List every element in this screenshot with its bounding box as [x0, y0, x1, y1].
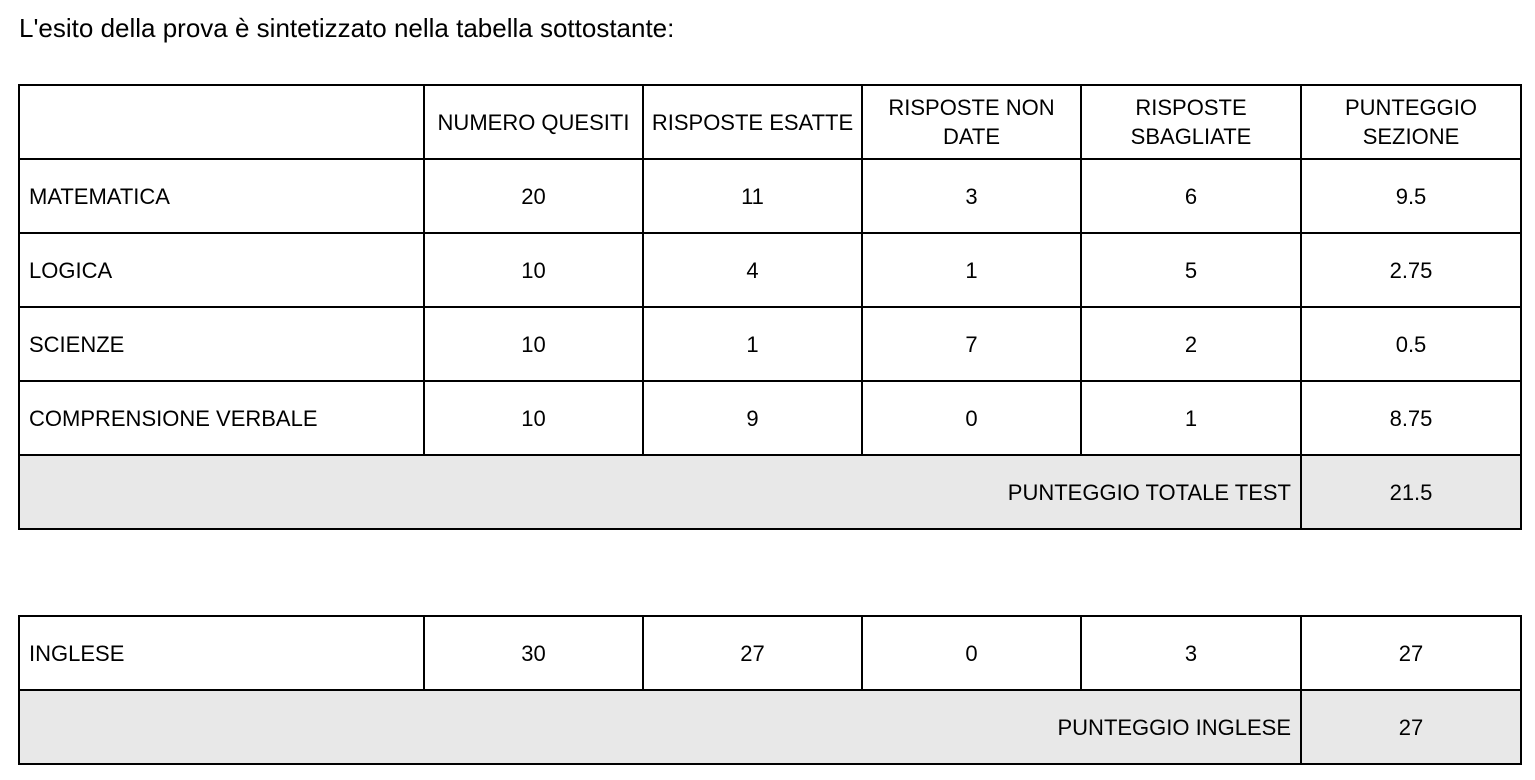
english-total-value: 27: [1301, 690, 1521, 764]
risposte-non-date-value: 7: [862, 307, 1081, 381]
risposte-non-date-value: 1: [862, 233, 1081, 307]
risposte-sbagliate-value: 6: [1081, 159, 1301, 233]
numero-quesiti-value: 20: [424, 159, 643, 233]
total-row: [19, 455, 1521, 529]
table-row: [19, 616, 1521, 690]
table-row: [19, 159, 1521, 233]
header-row: [19, 85, 1521, 159]
header-risposte-esatte: RISPOSTE ESATTE: [643, 85, 862, 159]
numero-quesiti-value: 10: [424, 307, 643, 381]
risposte-non-date-value: 0: [862, 381, 1081, 455]
punteggio-sezione-value: 27: [1301, 616, 1521, 690]
risposte-non-date-value: 3: [862, 159, 1081, 233]
risposte-sbagliate-value: 5: [1081, 233, 1301, 307]
risposte-sbagliate-value: 3: [1081, 616, 1301, 690]
risposte-esatte-value: 1: [643, 307, 862, 381]
header-numero-quesiti: NUMERO QUESITI: [424, 85, 643, 159]
punteggio-sezione-value: 9.5: [1301, 159, 1521, 233]
header-punteggio-sezione: PUNTEGGIO SEZIONE: [1301, 85, 1521, 159]
section-name: COMPRENSIONE VERBALE: [19, 381, 424, 455]
numero-quesiti-value: 10: [424, 233, 643, 307]
english-total-label: PUNTEGGIO INGLESE: [19, 690, 1301, 764]
intro-text: L'esito della prova è sintetizzato nella tabella sottostante:: [19, 13, 675, 43]
punteggio-sezione-value: 0.5: [1301, 307, 1521, 381]
header-risposte-sbagliate: RISPOSTE SBAGLIATE: [1081, 85, 1301, 159]
numero-quesiti-value: 10: [424, 381, 643, 455]
section-name: INGLESE: [19, 616, 424, 690]
table-row: [19, 381, 1521, 455]
section-name: SCIENZE: [19, 307, 424, 381]
risposte-esatte-value: 9: [643, 381, 862, 455]
punteggio-sezione-value: 2.75: [1301, 233, 1521, 307]
total-value: 21.5: [1301, 455, 1521, 529]
total-label: PUNTEGGIO TOTALE TEST: [19, 455, 1301, 529]
risposte-non-date-value: 0: [862, 616, 1081, 690]
risposte-sbagliate-value: 2: [1081, 307, 1301, 381]
english-total-row: [19, 690, 1521, 764]
results-table: [18, 84, 1522, 530]
risposte-esatte-value: 4: [643, 233, 862, 307]
header-risposte-non-date: RISPOSTE NON DATE: [862, 85, 1081, 159]
section-name: LOGICA: [19, 233, 424, 307]
section-name: MATEMATICA: [19, 159, 424, 233]
table-row: [19, 307, 1521, 381]
numero-quesiti-value: 30: [424, 616, 643, 690]
table-row: [19, 233, 1521, 307]
risposte-esatte-value: 11: [643, 159, 862, 233]
header-empty-cell: [19, 85, 424, 159]
english-table: [18, 615, 1522, 765]
risposte-sbagliate-value: 1: [1081, 381, 1301, 455]
risposte-esatte-value: 27: [643, 616, 862, 690]
punteggio-sezione-value: 8.75: [1301, 381, 1521, 455]
